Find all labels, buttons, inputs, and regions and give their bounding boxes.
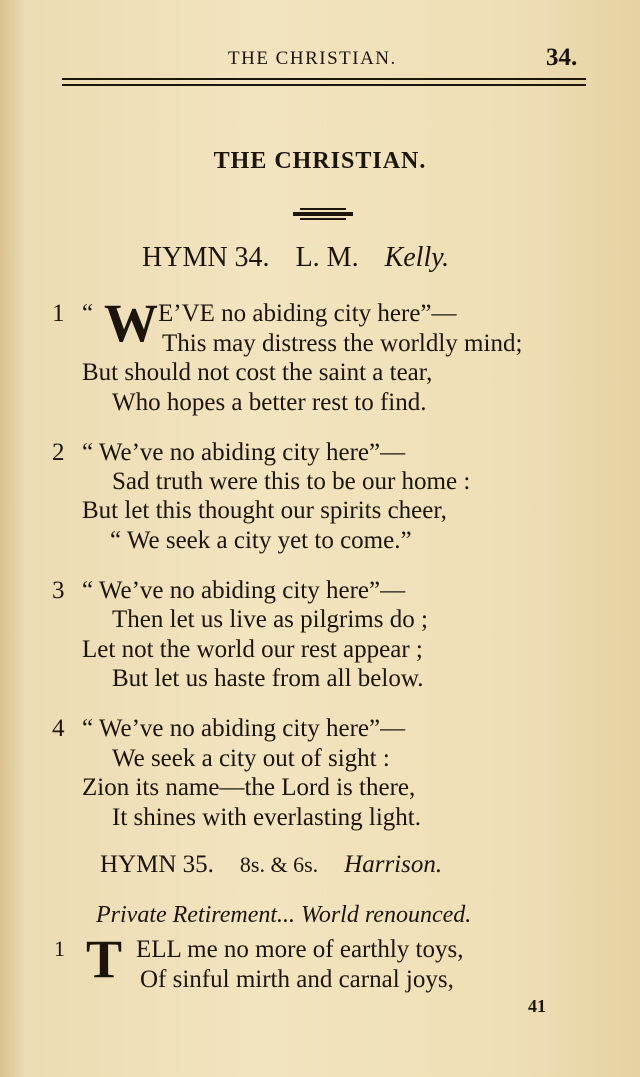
stanza-number: 1 xyxy=(52,300,65,327)
hymn-author: Kelly. xyxy=(384,242,450,273)
stanza-line: “ We’ve no abiding city here”— xyxy=(82,439,406,466)
page-number: 34. xyxy=(546,44,578,71)
hymn-label: HYMN 35. xyxy=(100,851,214,878)
drop-cap: W xyxy=(104,293,158,353)
stanza-line: We seek a city out of sight : xyxy=(112,745,390,772)
signature-mark: 41 xyxy=(528,996,546,1016)
stanza-line: But let us haste from all below. xyxy=(112,665,424,692)
stanza-open-quote: “ xyxy=(82,300,94,327)
stanza-line: Sad truth were this to be our home : xyxy=(112,468,471,495)
stanza-line: But should not cost the saint a tear, xyxy=(82,359,433,386)
hymn-35-heading xyxy=(100,851,442,879)
ornament-rule xyxy=(300,208,346,210)
stanza-line: Let not the world our rest appear ; xyxy=(82,636,423,663)
stanza-line: Of sinful mirth and carnal joys, xyxy=(140,966,454,993)
stanza-number: 3 xyxy=(52,577,65,604)
stanza-line: Who hopes a better rest to find. xyxy=(112,389,427,416)
stanza-line: ELL me no more of earthly toys, xyxy=(136,936,464,963)
drop-cap: T xyxy=(86,929,123,989)
hymn-author: Harrison. xyxy=(344,851,443,878)
stanza-number: 4 xyxy=(52,715,65,742)
stanza-line: “ We seek a city yet to come.” xyxy=(110,527,412,554)
ornament-rule xyxy=(293,212,353,216)
hymn-meter: L. M. xyxy=(295,242,359,273)
stanza-line: “ We’ve no abiding city here”— xyxy=(82,577,406,604)
hymn-34-heading xyxy=(142,242,449,274)
stanza-line: This may distress the worldly mind; xyxy=(162,330,523,357)
hymn-label: HYMN 34. xyxy=(142,242,270,273)
stanza-line: “ We’ve no abiding city here”— xyxy=(82,715,406,742)
stanza-number: 1 xyxy=(54,936,65,961)
header-rule-top xyxy=(62,78,586,80)
running-head-title: THE CHRISTIAN. xyxy=(228,48,397,69)
hymn-subtitle: Private Retirement... World renounced. xyxy=(96,902,472,928)
header-rule-bottom xyxy=(62,84,586,86)
stanza-line: Then let us live as pilgrims do ; xyxy=(112,606,428,633)
section-title: THE CHRISTIAN. xyxy=(213,148,427,174)
stanza-line: But let this thought our spirits cheer, xyxy=(82,497,447,524)
stanza-number: 2 xyxy=(52,439,65,466)
stanza-line: It shines with everlasting light. xyxy=(112,804,421,831)
hymn-meter: 8s. & 6s. xyxy=(239,852,319,877)
stanza-line: E’VE no abiding city here”— xyxy=(158,300,457,327)
stanza-line: Zion its name—the Lord is there, xyxy=(82,774,416,801)
ornament-rule xyxy=(300,218,346,220)
